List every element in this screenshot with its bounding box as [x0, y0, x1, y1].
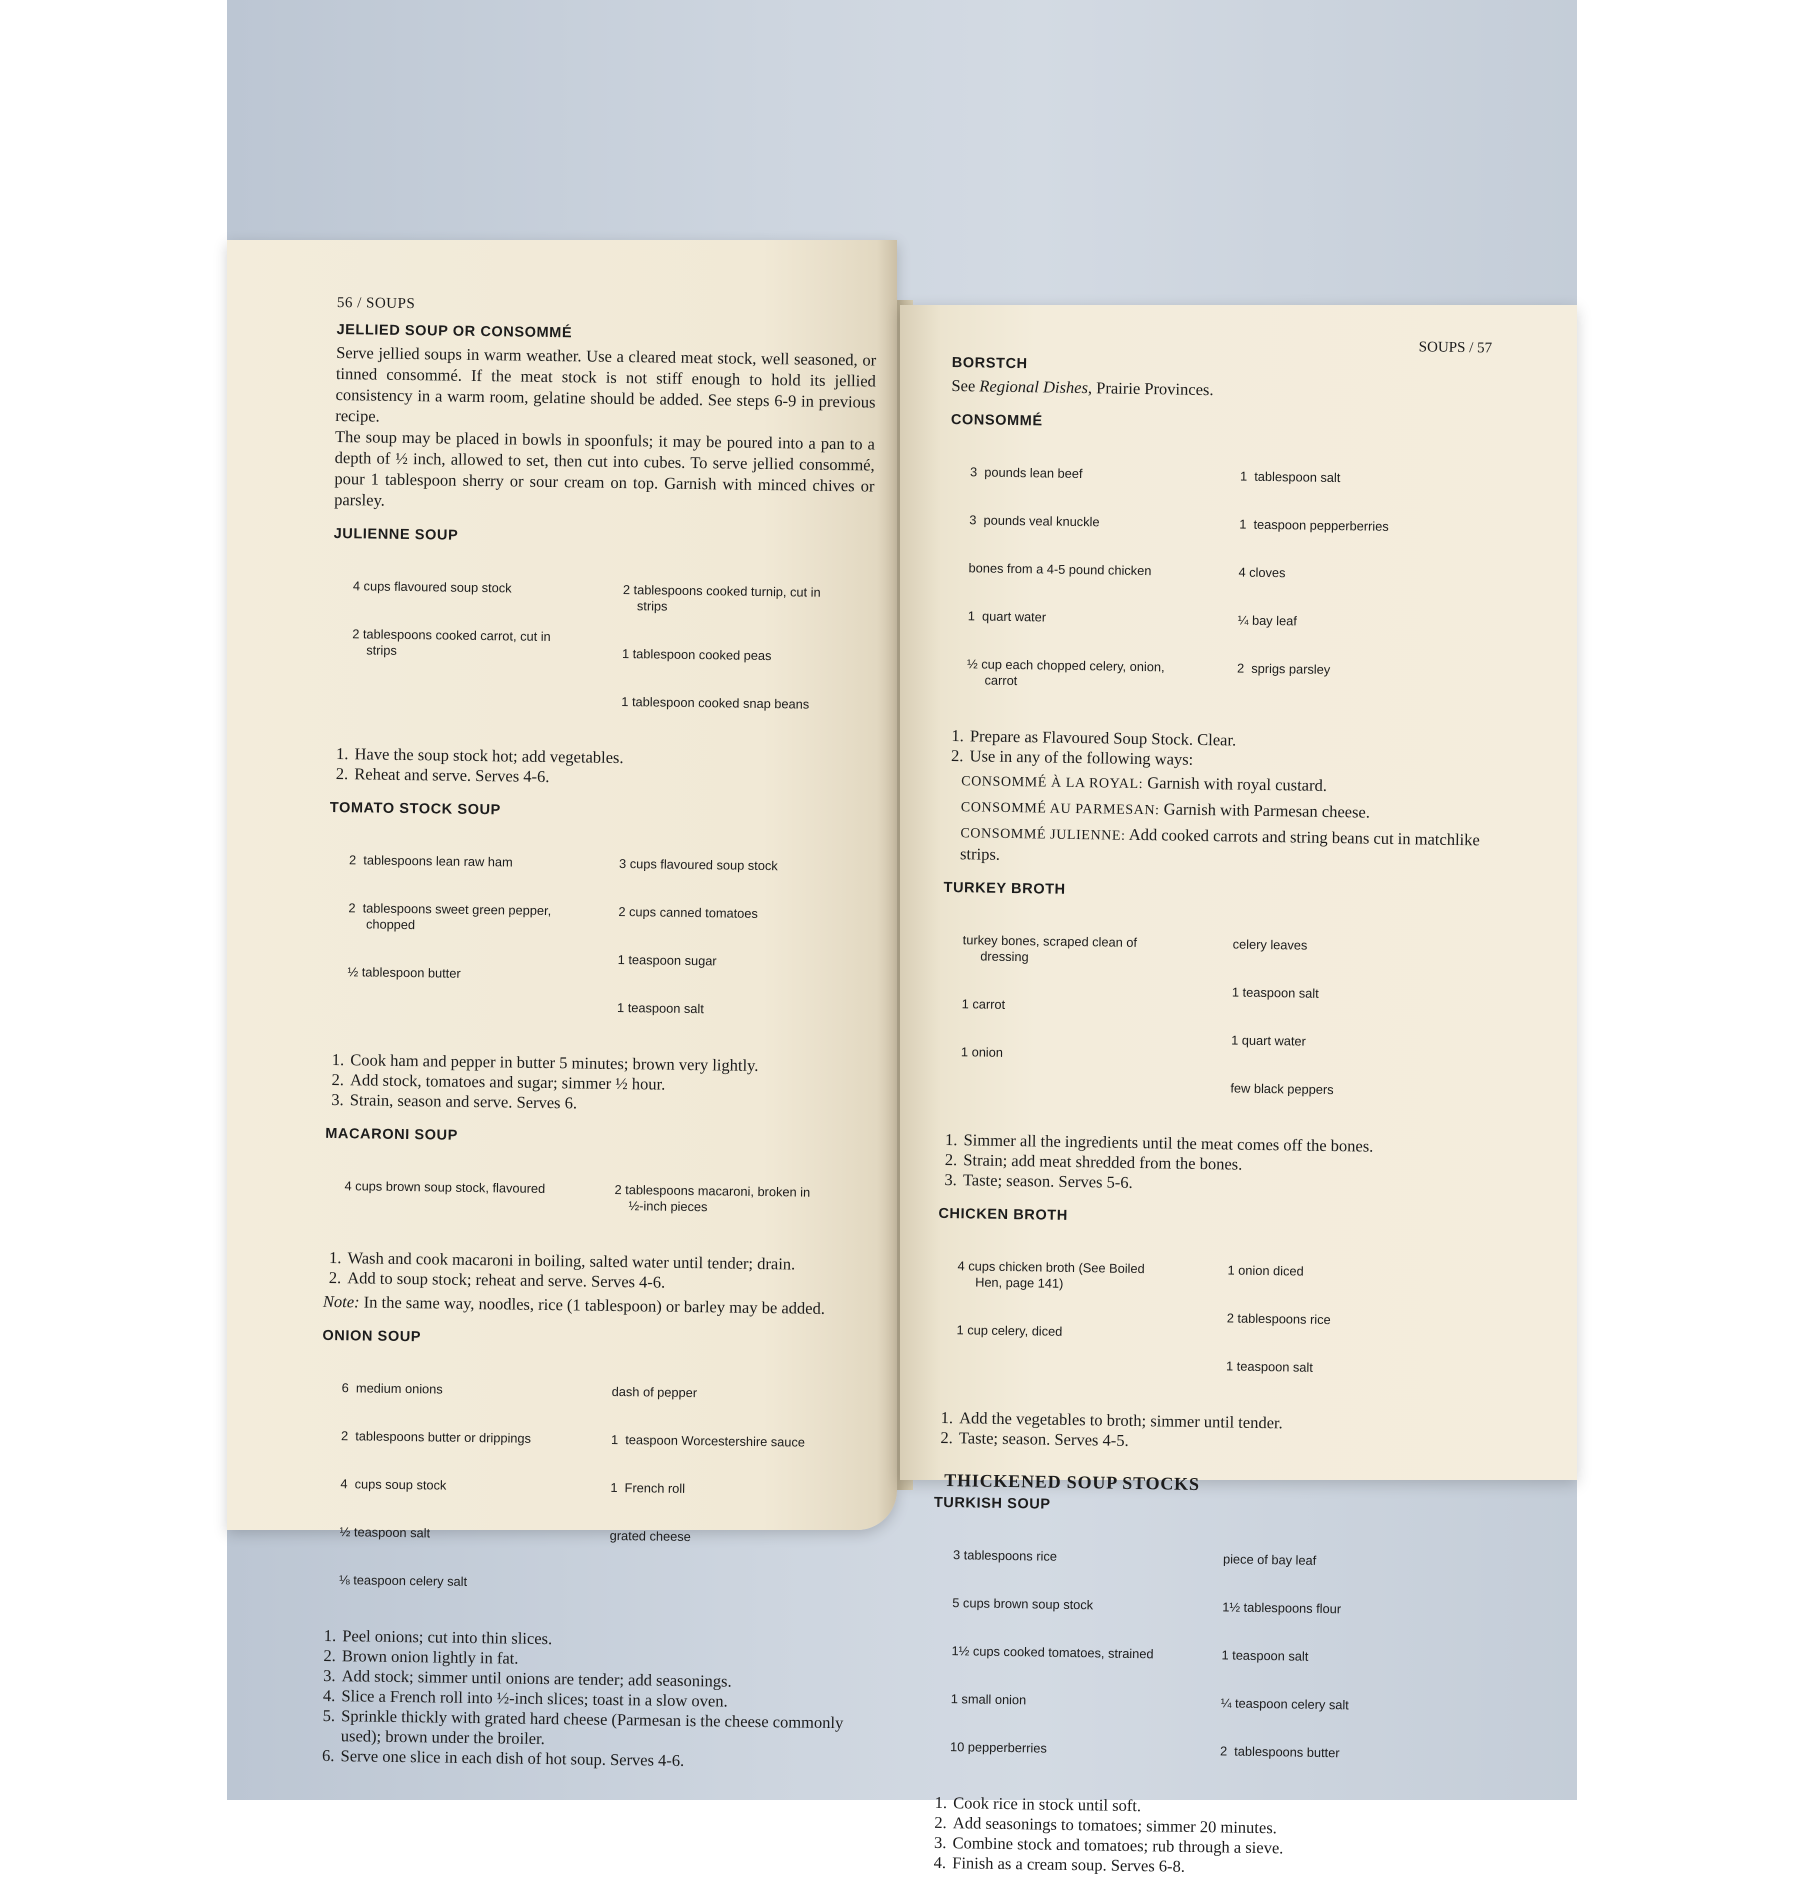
ingredient-item: 1 teaspoon salt	[616, 999, 704, 1017]
variation-name: CONSOMMÉ AU PARMESAN:	[960, 800, 1160, 819]
step-item: 2. Add stock, tomatoes and sugar; simmer ½ hour.	[348, 1070, 866, 1097]
ingredient-item: ⅛ teaspoon celery salt	[338, 1572, 468, 1589]
ingredient-item: grated cheese	[609, 1527, 691, 1545]
ingredient-item: 1 tablespoon salt	[1239, 468, 1341, 486]
ingredient-item: ½ cup each chopped celery, onion, carrot	[966, 656, 1165, 689]
ingredient-list	[344, 1146, 865, 1249]
step-item: 1. Simmer all the ingredients until the meat comes off the bones.	[961, 1130, 1479, 1158]
note-label: Note:	[322, 1291, 360, 1312]
ingredient-item: 2 tablespoons cooked turnip, cut in strips	[622, 582, 821, 614]
variation-item	[945, 770, 1485, 800]
ingredient-item: 4 cups brown soup stock, flavoured	[344, 1178, 546, 1196]
ingredient-column-right	[614, 1150, 865, 1249]
step-list	[326, 1050, 867, 1118]
ingredient-item: 1 cup celery, diced	[956, 1322, 1063, 1339]
ingredient-item: 3 tablespoons rice	[952, 1547, 1058, 1564]
ingredient-list	[351, 546, 874, 745]
ingredient-column-left	[966, 432, 1220, 724]
step-item: 1. Peel onions; cut into thin slices.	[340, 1626, 858, 1653]
step-item: 4. Finish as a cream soup. Serves 6-8.	[950, 1853, 1468, 1881]
ingredient-item: 1½ tablespoons flour	[1222, 1599, 1342, 1617]
ingredient-column-right	[608, 1352, 862, 1627]
step-item: 5. Sprinkle thickly with grated hard cheese (Parmesan is the cheese commonly used); brown under the broiler.	[339, 1706, 858, 1753]
step-list	[323, 1248, 864, 1296]
ingredient-item: 1 onion	[960, 1044, 1004, 1060]
ingredient-column-left	[347, 820, 600, 1047]
step-item: 2. Strain; add meat shredded from the bones.	[961, 1150, 1479, 1178]
note-text: In the same way, noodles, rice (1 tablespoon) or barley may be added.	[359, 1292, 826, 1318]
left-page-content	[316, 295, 876, 1773]
ingredient-list	[347, 820, 870, 1051]
ingredient-column-left	[949, 1515, 1203, 1791]
ingredient-list	[949, 1515, 1473, 1795]
step-list	[330, 744, 871, 792]
recipe-title: ONION SOUP	[322, 1327, 422, 1346]
ingredient-item: 3 pounds veal knuckle	[969, 512, 1100, 530]
recipe-title: TOMATO STOCK SOUP	[329, 799, 501, 819]
recipe-note	[323, 1292, 863, 1320]
ingredient-item: 1 teaspoon sugar	[617, 951, 717, 969]
ingredient-list	[338, 1348, 862, 1627]
step-item: 3. Taste; season. Serves 5-6.	[961, 1170, 1479, 1198]
step-item: 3. Combine stock and tomatoes; rub through a sieve.	[950, 1833, 1468, 1861]
ingredient-item: turkey bones, scraped clean of dressing	[962, 932, 1138, 965]
ingredient-column-left	[955, 1226, 1208, 1406]
variation-name: CONSOMMÉ À LA ROYAL:	[961, 774, 1144, 793]
ingredient-item: 1 teaspoon pepperberries	[1239, 516, 1389, 534]
ingredient-list	[960, 900, 1483, 1132]
ingredient-item: 2 tablespoons butter	[1219, 1743, 1340, 1761]
ingredient-item: 10 pepperberries	[949, 1739, 1047, 1756]
text-run-italic: Regional Dishes	[979, 376, 1089, 398]
step-item: 4. Slice a French roll into ½-inch slices; toast in a slow oven.	[339, 1686, 857, 1713]
recipe-title: TURKEY BROTH	[943, 879, 1066, 898]
page-header: SOUPS / 57	[1418, 339, 1493, 357]
ingredient-column-right	[1225, 1230, 1478, 1410]
ingredient-item: 1 small onion	[950, 1691, 1027, 1708]
recipe-title: CHICKEN BROTH	[938, 1205, 1068, 1224]
recipe-paragraph	[951, 375, 1491, 404]
ingredient-item: 1 teaspoon salt	[1231, 984, 1319, 1001]
recipe-paragraph: Serve jellied soups in warm weather. Use a cleared meat stock, well seasoned, or tinned consommé. If the meat stock is not stiff enough to hold its jellied consistency in a warm room, gelatine should be added. See steps 6-9 in previous recipe.	[335, 342, 877, 426]
step-item: 2. Brown onion lightly in fat.	[340, 1646, 858, 1673]
ingredient-item: 2 tablespoons rice	[1226, 1310, 1331, 1328]
step-item: 2. Taste; season. Serves 4-5.	[957, 1428, 1475, 1456]
ingredient-column-right	[1236, 437, 1490, 729]
ingredient-item: 1 tablespoon cooked peas	[621, 646, 772, 664]
ingredient-item: 2 tablespoons butter or drippings	[340, 1428, 532, 1446]
variation-item	[944, 822, 1485, 872]
recipe-title: BORSTCH	[951, 354, 1028, 373]
ingredient-item: 2 sprigs parsley	[1236, 660, 1331, 677]
variation-text: Add cooked carrots and string beans cut in matchlike strips.	[959, 824, 1480, 864]
ingredient-item: 2 tablespoons lean raw ham	[349, 852, 513, 870]
ingredient-item: 1 teaspoon salt	[1225, 1358, 1313, 1375]
variation-text: Garnish with Parmesan cheese.	[1159, 799, 1371, 822]
ingredient-item: 1 French roll	[610, 1479, 686, 1496]
ingredient-list	[955, 1226, 1478, 1410]
ingredient-item: ½ teaspoon salt	[339, 1524, 431, 1541]
recipe-title: JULIENNE SOUP	[333, 525, 459, 544]
step-item: 1. Prepare as Flavoured Soup Stock. Clear.	[968, 726, 1486, 754]
page-header: 56 / SOUPS	[336, 295, 416, 313]
step-item: 1. Wash and cook macaroni in boiling, salted water until tender; drain.	[345, 1248, 863, 1275]
recipe-title: JELLIED SOUP OR CONSOMMÉ	[336, 321, 573, 342]
ingredient-item: ½ tablespoon butter	[347, 964, 461, 981]
recipe-paragraph: The soup may be placed in bowls in spoonfuls; it may be poured into a pan to a depth of ½ inch, allowed to set, then cut into cubes. To serve jellied consommé, pour 1 tablespoon sherry or sour cream on top. Garnish with minced chives or parsley.	[334, 426, 876, 510]
ingredient-item: 4 cloves	[1238, 564, 1286, 581]
variation-item	[945, 796, 1485, 826]
step-item: 6. Serve one slice in each dish of hot soup. Serves 4-6.	[338, 1746, 856, 1773]
text-run: , Prairie Provinces.	[1087, 378, 1214, 400]
ingredient-item: ¼ teaspoon celery salt	[1220, 1695, 1349, 1713]
variation-text: Garnish with royal custard.	[1143, 773, 1328, 795]
ingredient-item: celery leaves	[1232, 936, 1308, 953]
section-heading: THICKENED SOUP STOCKS	[944, 1470, 1200, 1495]
ingredient-item: 1 teaspoon salt	[1221, 1647, 1309, 1664]
text-run: See	[951, 375, 980, 396]
ingredient-item: dash of pepper	[611, 1383, 698, 1401]
ingredient-item: 2 tablespoons macaroni, broken in ½-inch pieces	[614, 1181, 811, 1215]
step-list	[935, 1408, 1476, 1456]
ingredient-column-right	[617, 824, 870, 1051]
step-item: 1. Add the vegetables to broth; simmer until tender.	[957, 1408, 1475, 1436]
recipe-title: CONSOMMÉ	[950, 411, 1043, 430]
ingredient-item: 1 tablespoon cooked snap beans	[621, 694, 810, 712]
ingredient-column-right	[621, 550, 874, 745]
right-page	[900, 305, 1577, 1876]
ingredient-item: 1 quart water	[967, 608, 1047, 625]
ingredient-item: bones from a 4-5 pound chicken	[968, 560, 1152, 579]
ingredient-item: 4 cups chicken broth (See Boiled Hen, page 141)	[957, 1258, 1145, 1291]
step-list	[316, 1626, 858, 1774]
step-item: 1. Have the soup stock hot; add vegetables.	[352, 744, 870, 771]
ingredient-item: 3 cups flavoured soup stock	[618, 855, 778, 874]
step-item: 1. Cook rice in stock until soft.	[951, 1793, 1469, 1821]
ingredient-item: 2 cups canned tomatoes	[618, 903, 758, 921]
right-page-content	[928, 339, 1493, 1881]
step-list	[945, 726, 1486, 774]
ingredient-column-left	[338, 1348, 592, 1623]
ingredient-item: ¼ bay leaf	[1237, 612, 1297, 629]
step-item: 2. Use in any of the following ways:	[967, 746, 1485, 774]
ingredient-item: 1 carrot	[961, 996, 1006, 1012]
variation-name: CONSOMMÉ JULIENNE:	[960, 826, 1126, 844]
ingredient-item: 1 quart water	[1231, 1032, 1307, 1049]
step-item: 2. Add seasonings to tomatoes; simmer 20 minutes.	[951, 1813, 1469, 1841]
step-list	[939, 1130, 1480, 1198]
ingredient-item: 1 teaspoon Worcestershire sauce	[610, 1431, 806, 1450]
ingredient-item: 4 cups flavoured soup stock	[352, 578, 512, 596]
ingredient-item: 2 tablespoons cooked carrot, cut in strips	[351, 626, 551, 658]
step-list	[928, 1793, 1469, 1881]
recipe-title: TURKISH SOUP	[933, 1494, 1051, 1513]
recipe-title: MACARONI SOUP	[325, 1125, 459, 1144]
ingredient-column-right	[1230, 904, 1483, 1132]
ingredient-item: 4 cups soup stock	[340, 1476, 447, 1493]
ingredient-item: 1½ cups cooked tomatoes, strained	[951, 1643, 1154, 1662]
ingredient-item: piece of bay leaf	[1222, 1551, 1317, 1568]
ingredient-item: 1 onion diced	[1227, 1262, 1304, 1279]
left-page	[227, 240, 897, 1770]
ingredient-column-left	[960, 900, 1213, 1128]
ingredient-column-left	[351, 546, 604, 741]
step-item: 2. Reheat and serve. Serves 4-6.	[352, 764, 870, 791]
ingredient-item: 5 cups brown soup stock	[952, 1595, 1094, 1613]
ingredient-item: few black peppers	[1230, 1080, 1334, 1098]
ingredient-list	[966, 432, 1490, 728]
step-item: 2. Add to soup stock; reheat and serve. Serves 4-6.	[345, 1268, 863, 1295]
ingredient-item: 3 pounds lean beef	[969, 464, 1083, 482]
step-item: 3. Strain, season and serve. Serves 6.	[348, 1090, 866, 1117]
ingredient-item: 2 tablespoons sweet green pepper, chopped	[348, 900, 552, 933]
step-item: 1. Cook ham and pepper in butter 5 minutes; brown very lightly.	[348, 1050, 866, 1077]
ingredient-item: 6 medium onions	[341, 1380, 443, 1397]
step-item: 3. Add stock; simmer until onions are tender; add seasonings.	[340, 1666, 858, 1693]
ingredient-column-left	[344, 1146, 595, 1245]
ingredient-column-right	[1219, 1519, 1473, 1795]
